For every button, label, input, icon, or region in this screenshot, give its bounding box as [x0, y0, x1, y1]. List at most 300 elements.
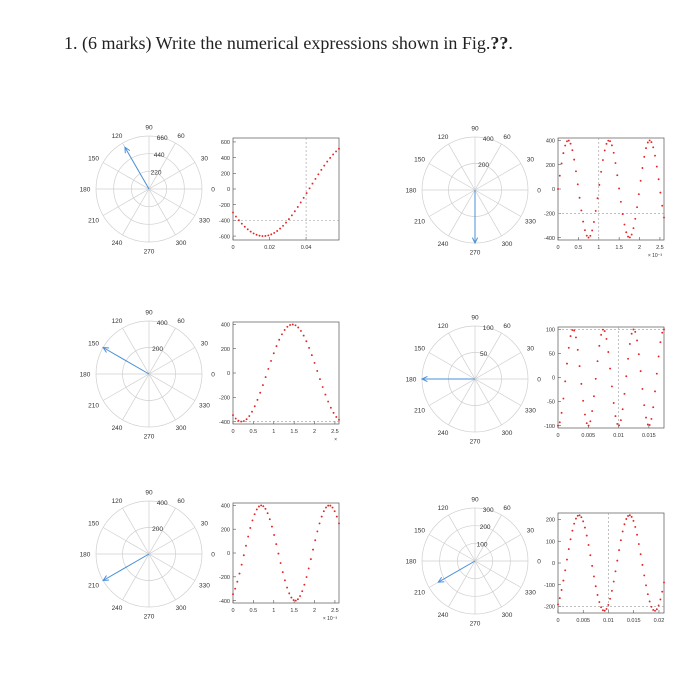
- data-point: [588, 425, 590, 427]
- data-point: [570, 335, 572, 337]
- data-point: [629, 236, 631, 238]
- time-plot-6: [544, 513, 665, 624]
- data-point: [636, 206, 638, 208]
- polar-angle-label: 120: [111, 317, 123, 325]
- polar-angle-label: 90: [471, 314, 479, 322]
- data-point: [658, 178, 660, 180]
- polar-angle-label: 150: [414, 345, 426, 353]
- data-point: [613, 402, 615, 404]
- data-point: [338, 419, 340, 421]
- polar-angle-label: 0: [211, 371, 215, 379]
- y-tick-label: 400: [220, 503, 230, 510]
- data-point: [661, 205, 663, 207]
- data-point: [308, 567, 310, 569]
- data-point: [314, 362, 316, 364]
- data-point: [338, 148, 340, 150]
- data-point: [631, 516, 633, 518]
- polar-angle-label: 330: [198, 402, 210, 410]
- polar-plot-5: [80, 490, 216, 621]
- x-tick-label: 1: [597, 245, 601, 251]
- x-tick-label: 0.01: [603, 618, 614, 624]
- data-point: [568, 548, 570, 550]
- polar-angle-label: 330: [524, 407, 536, 415]
- data-point: [306, 192, 308, 194]
- polar-angle-label: 270: [143, 433, 155, 441]
- data-point: [559, 175, 561, 177]
- polar-angle-label: 240: [437, 430, 449, 438]
- data-point: [624, 393, 626, 395]
- data-point: [332, 154, 334, 156]
- data-point: [634, 218, 636, 220]
- polar-angle-label: 90: [471, 125, 479, 133]
- data-point: [645, 584, 647, 586]
- data-point: [611, 590, 613, 592]
- x-tick-label: 0: [556, 245, 560, 251]
- data-point: [303, 335, 305, 337]
- data-point: [303, 197, 305, 199]
- polar-angle-label: 300: [501, 612, 513, 620]
- x-multiplier-label: × 10⁻³: [322, 616, 337, 622]
- data-point: [279, 228, 281, 230]
- polar-angle-label: 90: [145, 309, 153, 317]
- data-point: [273, 352, 275, 354]
- data-point: [602, 159, 604, 161]
- data-point: [633, 520, 635, 522]
- y-tick-label: -200: [218, 575, 230, 582]
- x-tick-label: 0.5: [574, 245, 583, 251]
- data-point: [658, 604, 660, 606]
- data-point: [654, 155, 656, 157]
- data-point: [325, 507, 327, 509]
- data-point: [640, 370, 642, 372]
- data-point: [261, 235, 263, 237]
- data-point: [335, 150, 337, 152]
- data-point: [564, 569, 566, 571]
- data-point: [589, 235, 591, 237]
- polar-angle-label: 210: [414, 218, 426, 226]
- polar-angle-label: 90: [145, 489, 153, 497]
- data-point: [270, 360, 272, 362]
- data-point: [291, 214, 293, 216]
- plot-frame: [233, 503, 339, 603]
- x-tick-label: 0.01: [613, 433, 624, 439]
- data-point: [650, 418, 652, 420]
- question-number: 1.: [64, 33, 78, 53]
- data-point: [264, 508, 266, 510]
- x-tick-label: 0.04: [300, 245, 312, 251]
- data-point: [319, 522, 321, 524]
- data-point: [245, 545, 247, 547]
- data-point: [656, 373, 658, 375]
- data-point: [286, 587, 288, 589]
- data-point: [629, 343, 631, 345]
- data-point: [303, 584, 305, 586]
- polar-radial-label: 220: [150, 169, 162, 177]
- data-point: [618, 424, 620, 426]
- data-point: [586, 235, 588, 237]
- data-point: [566, 559, 568, 561]
- data-point: [611, 144, 613, 146]
- polar-angle-label: 180: [405, 187, 417, 195]
- question-body: Write the numerical expressions shown in Fig.: [155, 33, 491, 53]
- data-point: [327, 505, 329, 507]
- data-point: [649, 139, 651, 141]
- data-point: [579, 197, 581, 199]
- data-point: [606, 338, 608, 340]
- data-point: [326, 161, 328, 163]
- data-point: [663, 328, 665, 330]
- data-point: [330, 407, 332, 409]
- time-plot-2: [544, 138, 665, 259]
- polar-angle-label: 330: [198, 217, 210, 225]
- time-plot-5: [219, 503, 340, 622]
- data-point: [580, 383, 582, 385]
- polar-angle-label: 210: [414, 589, 426, 597]
- x-tick-label: 1.5: [615, 245, 623, 251]
- data-point: [658, 356, 660, 358]
- data-point: [618, 188, 620, 190]
- x-tick-label: 0: [231, 245, 235, 251]
- data-point: [647, 424, 649, 426]
- y-tick-label: -200: [218, 395, 230, 402]
- data-point: [314, 178, 316, 180]
- polar-angle-label: 270: [143, 613, 155, 621]
- y-tick-label: 200: [545, 517, 555, 524]
- polar-plot-2: [406, 126, 542, 257]
- x-tick-label: 1.5: [290, 429, 298, 435]
- data-point: [649, 600, 651, 602]
- data-point: [277, 553, 279, 555]
- data-point: [633, 329, 635, 331]
- polar-angle-label: 90: [471, 496, 479, 504]
- polar-angle-label: 120: [111, 132, 123, 140]
- data-point: [584, 229, 586, 231]
- data-point: [645, 417, 647, 419]
- data-point: [609, 368, 611, 370]
- polar-angle-label: 300: [175, 425, 187, 433]
- polar-angle-label: 240: [111, 425, 123, 433]
- data-point: [577, 183, 579, 185]
- data-point: [321, 516, 323, 518]
- data-point: [591, 410, 593, 412]
- data-point: [561, 412, 563, 414]
- data-point: [297, 327, 299, 329]
- data-point: [602, 609, 604, 611]
- data-point: [276, 230, 278, 232]
- data-point: [316, 370, 318, 372]
- polar-angle-label: 90: [145, 124, 153, 132]
- data-point: [609, 598, 611, 600]
- data-point: [606, 143, 608, 145]
- data-point: [237, 420, 239, 422]
- data-point: [258, 506, 260, 508]
- y-tick-label: 100: [545, 327, 555, 334]
- polar-angle-label: 150: [88, 155, 100, 163]
- data-point: [616, 423, 618, 425]
- data-point: [625, 518, 627, 520]
- polar-radial-label: 200: [152, 525, 164, 533]
- data-point: [299, 595, 301, 597]
- data-point: [606, 608, 608, 610]
- data-point: [597, 197, 599, 199]
- data-point: [659, 598, 661, 600]
- data-point: [292, 323, 294, 325]
- data-point: [577, 515, 579, 517]
- data-point: [620, 419, 622, 421]
- data-point: [282, 225, 284, 227]
- data-point: [273, 534, 275, 536]
- polar-angle-label: 180: [405, 376, 417, 384]
- data-point: [234, 588, 236, 590]
- polar-angle-label: 0: [211, 186, 215, 194]
- y-tick-label: -400: [218, 598, 230, 605]
- time-plot-3: [219, 322, 340, 443]
- data-point: [557, 425, 559, 427]
- data-point: [586, 535, 588, 537]
- data-point: [310, 558, 312, 560]
- polar-angle-label: 330: [524, 218, 536, 226]
- data-point: [561, 589, 563, 591]
- polar-plot-4: [406, 315, 542, 446]
- x-tick-label: 0: [231, 429, 235, 435]
- data-point: [641, 564, 643, 566]
- data-point: [248, 415, 250, 417]
- y-tick-label: 0: [551, 375, 555, 382]
- data-point: [335, 416, 337, 418]
- x-tick-label: 2.5: [331, 429, 339, 435]
- polar-angle-label: 30: [526, 527, 535, 535]
- data-point: [575, 336, 577, 338]
- data-point: [595, 378, 597, 380]
- polar-angle-label: 30: [200, 155, 209, 163]
- data-point: [600, 334, 602, 336]
- data-point: [290, 597, 292, 599]
- data-point: [645, 147, 647, 149]
- polar-angle-label: 0: [211, 551, 215, 559]
- polar-radial-label: 300: [482, 506, 494, 514]
- data-point: [324, 394, 326, 396]
- data-point: [640, 180, 642, 182]
- data-point: [652, 609, 654, 611]
- data-point: [284, 329, 286, 331]
- y-tick-label: 50: [548, 351, 555, 358]
- data-point: [622, 530, 624, 532]
- data-point: [640, 553, 642, 555]
- y-tick-label: -100: [543, 582, 555, 589]
- x-tick-label: 0.02: [264, 245, 275, 251]
- y-tick-label: 400: [545, 138, 555, 145]
- data-point: [571, 329, 573, 331]
- polar-angle-label: 120: [437, 504, 449, 512]
- data-point: [338, 522, 340, 524]
- y-tick-label: 200: [220, 346, 230, 353]
- x-tick-label: 2: [313, 608, 317, 614]
- polar-angle-label: 300: [175, 605, 187, 613]
- x-tick-label: 0.015: [641, 433, 656, 439]
- data-point: [656, 166, 658, 168]
- data-point: [577, 349, 579, 351]
- data-point: [571, 149, 573, 151]
- data-point: [638, 543, 640, 545]
- data-point: [259, 392, 261, 394]
- x-tick-label: 1: [272, 608, 276, 614]
- data-point: [661, 591, 663, 593]
- data-point: [598, 345, 600, 347]
- y-tick-label: 400: [220, 322, 230, 329]
- plot-frame: [558, 327, 664, 428]
- data-point: [329, 157, 331, 159]
- polar-plot-3: [80, 310, 216, 441]
- data-point: [647, 593, 649, 595]
- data-point: [256, 509, 258, 511]
- data-point: [273, 232, 275, 234]
- data-point: [267, 234, 269, 236]
- data-point: [323, 165, 325, 167]
- data-point: [622, 408, 624, 410]
- data-point: [557, 603, 559, 605]
- data-point: [235, 418, 237, 420]
- data-point: [256, 234, 258, 236]
- data-point: [235, 216, 237, 218]
- data-point: [575, 170, 577, 172]
- data-point: [568, 140, 570, 142]
- data-point: [631, 333, 633, 335]
- polar-angle-label: 60: [177, 497, 185, 505]
- data-point: [589, 554, 591, 556]
- data-point: [650, 141, 652, 143]
- polar-angle-label: 150: [88, 520, 100, 528]
- data-point: [627, 236, 629, 238]
- plot-frame: [233, 138, 339, 240]
- data-point: [638, 193, 640, 195]
- polar-angle-label: 240: [437, 612, 449, 620]
- data-point: [288, 592, 290, 594]
- polar-angle-label: 120: [437, 322, 449, 330]
- data-point: [249, 527, 251, 529]
- y-tick-label: 0: [551, 187, 555, 194]
- polar-angle-label: 240: [111, 605, 123, 613]
- data-point: [319, 378, 321, 380]
- polar-radial-label: 400: [156, 499, 168, 507]
- data-point: [641, 388, 643, 390]
- data-point: [334, 510, 336, 512]
- polar-angle-label: 180: [79, 551, 91, 559]
- data-point: [659, 192, 661, 194]
- data-point: [641, 167, 643, 169]
- polar-angle-label: 300: [501, 241, 513, 249]
- polar-angle-label: 210: [88, 402, 100, 410]
- time-plot-4: [544, 327, 665, 439]
- data-point: [293, 599, 295, 601]
- data-point: [300, 330, 302, 332]
- data-point: [312, 549, 314, 551]
- y-tick-label: 200: [220, 527, 230, 534]
- data-point: [285, 222, 287, 224]
- x-multiplier-label: × 10⁻³: [647, 253, 662, 259]
- polar-plot-6: [406, 497, 542, 628]
- data-point: [309, 187, 311, 189]
- y-tick-label: 0: [226, 187, 230, 194]
- data-point: [618, 549, 620, 551]
- data-point: [240, 421, 242, 423]
- y-tick-label: -400: [218, 218, 230, 225]
- data-point: [241, 223, 243, 225]
- y-tick-label: 200: [545, 162, 555, 169]
- data-point: [236, 581, 238, 583]
- data-point: [611, 385, 613, 387]
- data-point: [631, 234, 633, 236]
- data-point: [598, 601, 600, 603]
- y-tick-label: -400: [218, 419, 230, 426]
- polar-angle-label: 210: [88, 217, 100, 225]
- data-point: [564, 145, 566, 147]
- data-point: [232, 593, 234, 595]
- data-point: [634, 331, 636, 333]
- data-point: [308, 347, 310, 349]
- data-point: [636, 340, 638, 342]
- x-tick-label: 0: [556, 618, 560, 624]
- data-point: [620, 201, 622, 203]
- data-point: [244, 226, 246, 228]
- data-point: [588, 544, 590, 546]
- data-point: [616, 560, 618, 562]
- data-point: [327, 401, 329, 403]
- data-point: [247, 536, 249, 538]
- polar-angle-label: 330: [198, 582, 210, 590]
- data-point: [607, 140, 609, 142]
- data-point: [654, 390, 656, 392]
- data-point: [582, 520, 584, 522]
- data-point: [652, 146, 654, 148]
- x-tick-label: 0.015: [626, 618, 641, 624]
- data-point: [271, 526, 273, 528]
- data-point: [625, 231, 627, 233]
- data-point: [593, 395, 595, 397]
- data-point: [297, 206, 299, 208]
- phasor-arrow: [438, 561, 475, 582]
- data-point: [613, 581, 615, 583]
- y-tick-label: 600: [220, 140, 230, 147]
- polar-plot-1: [80, 125, 216, 256]
- polar-angle-label: 240: [111, 240, 123, 248]
- polar-angle-label: 30: [526, 156, 535, 164]
- polar-radial-label: 50: [479, 350, 488, 358]
- data-point: [312, 183, 314, 185]
- data-point: [566, 140, 568, 142]
- polar-radial-label: 200: [479, 524, 491, 532]
- polar-angle-label: 120: [437, 133, 449, 141]
- data-point: [636, 534, 638, 536]
- y-tick-label: 0: [551, 561, 555, 568]
- data-point: [276, 345, 278, 347]
- data-point: [627, 515, 629, 517]
- plot-frame: [233, 322, 339, 424]
- data-point: [329, 505, 331, 507]
- polar-angle-label: 150: [88, 340, 100, 348]
- data-point: [643, 574, 645, 576]
- data-point: [650, 606, 652, 608]
- data-point: [625, 375, 627, 377]
- data-point: [615, 162, 617, 164]
- polar-angle-label: 30: [526, 345, 535, 353]
- data-point: [627, 358, 629, 360]
- data-point: [609, 140, 611, 142]
- x-tick-label: 0.5: [249, 429, 258, 435]
- data-point: [262, 384, 264, 386]
- data-point: [265, 376, 267, 378]
- phasor-arrow: [103, 348, 149, 375]
- data-point: [562, 580, 564, 582]
